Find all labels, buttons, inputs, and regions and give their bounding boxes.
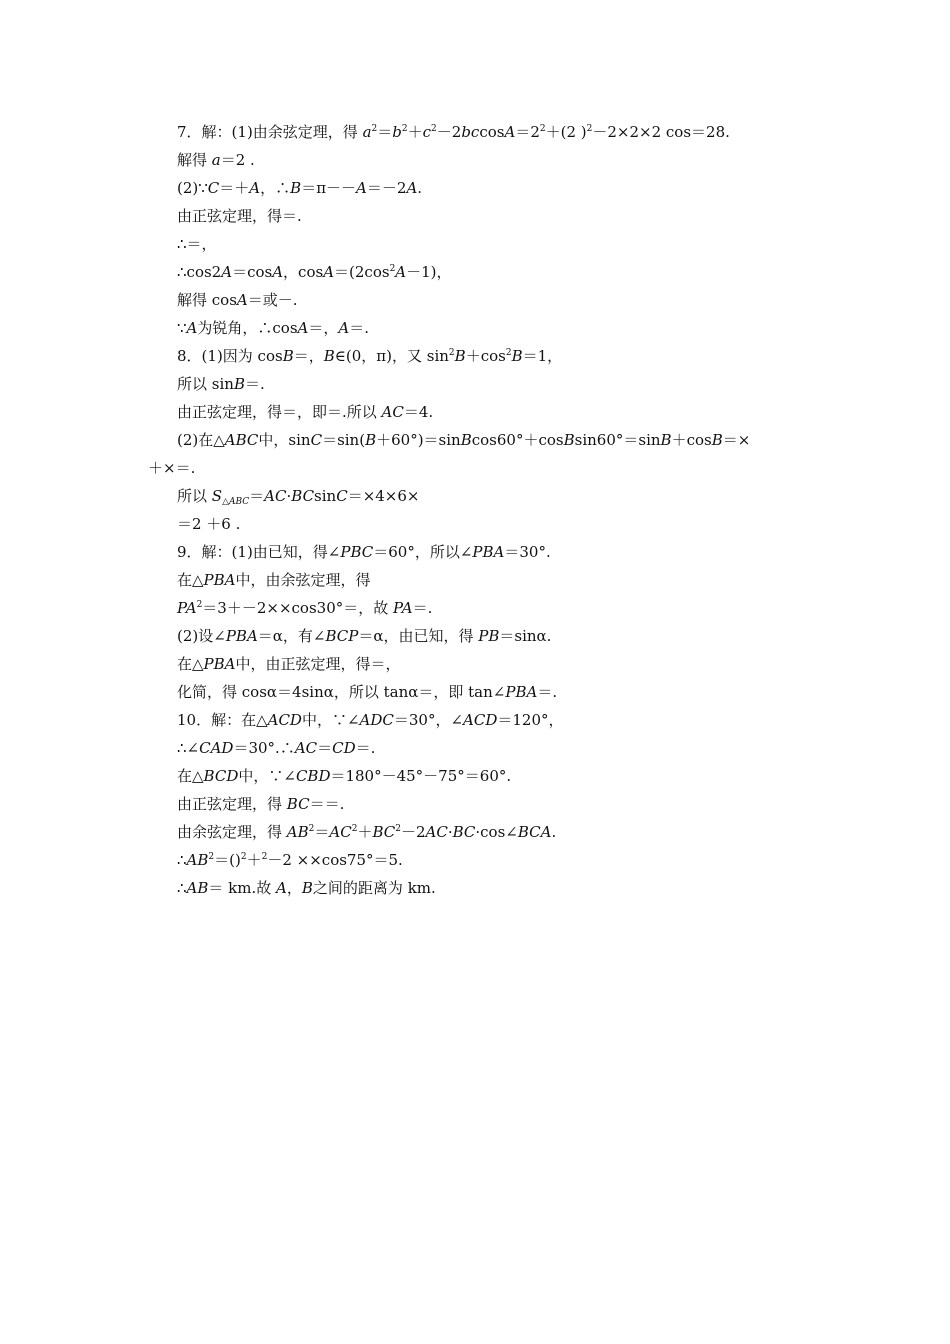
q8-line-3: 由正弦定理，得＝，即＝.所以 AC＝4. <box>177 403 434 421</box>
q8-line-2: 所以 sinB＝. <box>177 375 265 393</box>
q7-line-5: ∴＝， <box>177 235 217 253</box>
q9-line-5: 在△PBA中，由正弦定理，得＝， <box>177 655 401 673</box>
q10-line-1: 10．解：在△ACD中，∵∠ADC＝30°，∠ACD＝120°， <box>177 711 564 729</box>
q8-line-7: ＝2 ＋6 . <box>177 515 241 533</box>
q9-line-1: 9．解：(1)由已知，得∠PBC＝60°，所以∠PBA＝30°. <box>177 543 551 561</box>
q9-line-3: $PA^2=3+-2\times\times\cos 30^\circ=$，故 PA＝. <box>177 599 433 617</box>
q7-line-7: 解得 cosA＝或－. <box>177 291 298 309</box>
q7-line-3: (2)∵C＝＋A，∴B＝π－－A＝－2A. <box>177 179 423 197</box>
q7-line-8: ∵A为锐角，∴cosA＝，A＝. <box>177 319 370 337</box>
q10-line-6: $\therefore AB^2=()^2+^2-2 \times\times\cos 75^\circ=5$. <box>177 851 403 869</box>
q10-line-7: ∴AB＝ km.故 A，B之间的距离为 km. <box>177 879 436 897</box>
q9-line-4: (2)设∠PBA＝α，有∠BCP＝α，由已知，得 PB＝sinα. <box>177 627 552 645</box>
q7-line-2: 解得 a＝2 . <box>177 151 255 169</box>
q7-line-1: 7．解：(1)由余弦定理，得 $a^2=b^2+c^2-2bccosA=2^2+(2$ )$^2$－2×2×2 cos＝28. <box>177 123 730 141</box>
q10-line-2: ∴∠CAD＝30°.∴AC＝CD＝. <box>177 739 376 757</box>
q7-line-4: 由正弦定理，得＝. <box>177 207 302 225</box>
q10-line-3: 在△BCD中，∵∠CBD＝180°－45°－75°＝60°. <box>177 767 512 785</box>
q8-line-1: 8．(1)因为 cosB＝，B∈(0，π)，又 $\sin^2B+\cos^2B=1$， <box>177 347 563 365</box>
q9-line-6: 化简，得 cosα＝4sinα，所以 tanα＝，即 tan∠PBA＝. <box>177 683 558 701</box>
q7-line-6: ∴cos2A＝cosA，$\cos A=(2\cos^2A-1)$， <box>177 263 452 281</box>
q8-line-5: ＋×＝. <box>148 459 196 477</box>
q10-line-5: 由余弦定理，得 $AB^2=AC^2+BC^2-2AC\cdot BC\cdot\cos\angle BCA$. <box>177 823 557 841</box>
q8-line-6: 所以 $S_{\triangle ABC}=AC\cdot BCsinC=\times 4\times 6\times$ <box>177 487 420 507</box>
q9-line-2: 在△PBA中，由余弦定理，得 <box>177 571 371 589</box>
q8-line-4: (2)在△ABC中，sinC＝sin(B＋60°)＝sinBcos60°＋cosBsin60°＝sinB＋cosB＝× <box>177 431 751 449</box>
q10-line-4: 由正弦定理，得 BC＝＝. <box>177 795 345 813</box>
